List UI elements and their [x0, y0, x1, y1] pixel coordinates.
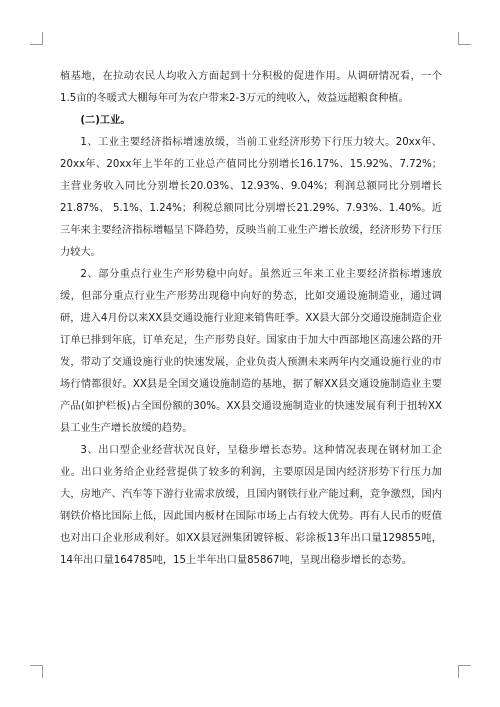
crop-mark-top-right [458, 32, 471, 45]
paragraph-continuation: 植基地，在拉动农民人均收入方面起到十分积极的促进作用。从调研情况看，一个1.5亩的冬暖式大棚每年可为农户带来2-3万元的纯收入，效益远超粮食种植。 [60, 71, 442, 104]
paragraph-key-industries: 2、部分重点行业生产形势稳中向好。虽然近三年来工业主要经济指标增速放缓，但部分重点行业生产形势出现稳中向好的势态，比如交通设施制造业，通过调研，进入4月份以来XX县交通设施行业迎来销售旺季。XX县大部分交通设施制造企业订单已排到年底，订单充足，生产形势良好。国家由于加大中西部地区高速公路的开发，带动了交通设施行业的快速发展，企业负责人预测未来两年内交通设施行业的市场行情都很好。XX县是全国交通设施制造的基地，据了解XX县交通设施制造业主要产品(如护栏板)占全国份额的30%。XX县交通设施制造业的快速发展有利于扭转XX县工业生产增长放缓的趋势。 [60, 269, 442, 434]
crop-mark-top-left [30, 32, 43, 45]
crop-mark-bottom-right [458, 665, 471, 678]
section-heading-industry: (二)工业。 [80, 115, 131, 126]
paragraph-industry-indicators: 1、工业主要经济指标增速放缓，当前工业经济形势下行压力较大。20xx年、20xx年、20xx年上半年的工业总产值同比分别增长16.17%、15.92%、7.72%；主营业务收入同比分别增长20.03%、12.93%、9.04%；利润总额同比分别增长21.87%、 5.1%、1.24%；利税总额同比分别增长21.29%、7.93%、1.40%。近三年来主要经济指标增幅呈下降趋势，反映当前工业生产增长放缓，经济形势下行压力较大。 [60, 137, 442, 258]
crop-mark-bottom-left [30, 665, 43, 678]
document-body [60, 66, 442, 572]
paragraph-export-enterprises: 3、出口型企业经营状况良好，呈稳步增长态势。这种情况表现在钢材加工企业。出口业务给企业经营提供了较多的利润，主要原因是国内经济形势下行压力加大，房地产、汽车等下游行业需求放缓，且国内钢铁行业产能过剩，竞争激烈，国内钢铁价格比国际上低，因此国内板材在国际市场上占有较大优势。再有人民币的贬值也对出口企业形成利好。如XX县冠洲集团镀锌板、彩涂板13年出口量129855吨，14年出口量164785吨，15上半年出口量85867吨，呈现出稳步增长的态势。 [60, 445, 442, 566]
